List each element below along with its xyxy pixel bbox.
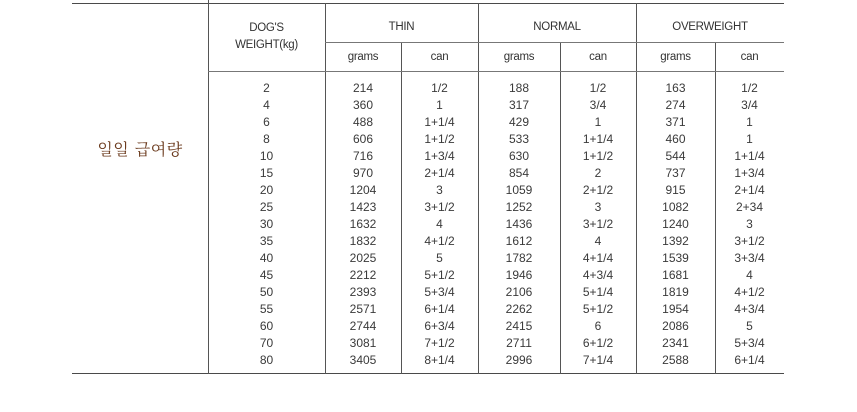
table-cell: 35 bbox=[259, 234, 274, 248]
table-cell: 50 bbox=[259, 285, 274, 299]
table-cell: 1954 bbox=[662, 302, 689, 316]
table-cell: 2393 bbox=[349, 285, 377, 299]
table-cell: 1423 bbox=[349, 200, 377, 214]
table-cell: 8 bbox=[263, 132, 270, 146]
table-cell: 3 bbox=[594, 200, 602, 214]
over-can-column bbox=[715, 80, 784, 369]
subheader-thin-grams: grams bbox=[347, 50, 379, 63]
table-cell: 20 bbox=[259, 183, 274, 197]
normal-grams-column bbox=[478, 80, 560, 369]
table-cell: 70 bbox=[259, 336, 274, 350]
table-cell: 1819 bbox=[662, 285, 689, 299]
table-cell: 1+3/4 bbox=[424, 149, 455, 163]
group-header-normal: NORMAL bbox=[533, 20, 581, 33]
table-cell: 1 bbox=[436, 98, 443, 112]
table-cell: 1612 bbox=[505, 234, 533, 248]
normal-can-column bbox=[560, 80, 636, 369]
table-top-rule bbox=[72, 3, 784, 4]
table-cell: 1/2 bbox=[589, 81, 607, 95]
table-cell: 1/2 bbox=[431, 81, 448, 95]
table-cell: 4+1/4 bbox=[582, 251, 614, 265]
table-cell: 1392 bbox=[662, 234, 689, 248]
table-cell: 854 bbox=[508, 166, 530, 180]
table-cell: 2996 bbox=[505, 353, 533, 367]
table-cell: 6+1/4 bbox=[424, 302, 455, 316]
table-cell: 2 bbox=[263, 81, 270, 95]
table-cell: 4+1/2 bbox=[734, 285, 765, 299]
table-cell: 30 bbox=[259, 217, 274, 231]
table-cell: 8+1/4 bbox=[424, 353, 455, 367]
table-cell: 1/2 bbox=[741, 81, 758, 95]
table-cell: 188 bbox=[508, 81, 530, 95]
table-cell: 2711 bbox=[506, 336, 532, 350]
table-cell: 1782 bbox=[505, 251, 533, 265]
thin-can-column bbox=[401, 80, 478, 369]
table-cell: 3405 bbox=[349, 353, 377, 367]
table-cell: 1632 bbox=[349, 217, 377, 231]
table-cell: 1681 bbox=[662, 268, 689, 282]
table-cell: 1+1/4 bbox=[582, 132, 614, 146]
table-cell: 1 bbox=[594, 115, 602, 129]
table-cell: 3+3/4 bbox=[734, 251, 765, 265]
over-grams-column bbox=[636, 80, 715, 369]
table-cell: 1832 bbox=[349, 234, 377, 248]
table-cell: 1+1/2 bbox=[424, 132, 455, 146]
table-cell: 25 bbox=[259, 200, 274, 214]
table-cell: 2341 bbox=[662, 336, 689, 350]
table-cell: 1 bbox=[746, 132, 753, 146]
group-header-overweight: OVERWEIGHT bbox=[672, 20, 748, 33]
table-cell: 5+1/2 bbox=[424, 268, 455, 282]
table-cell: 1946 bbox=[505, 268, 533, 282]
subheader-over-can: can bbox=[740, 50, 759, 63]
table-cell: 1+1/2 bbox=[582, 149, 614, 163]
table-cell: 45 bbox=[259, 268, 274, 282]
table-cell: 5+3/4 bbox=[424, 285, 455, 299]
table-cell: 1+1/4 bbox=[424, 115, 455, 129]
table-cell: 274 bbox=[665, 98, 686, 112]
table-cell: 1204 bbox=[349, 183, 377, 197]
table-cell: 3081 bbox=[349, 336, 377, 350]
table-cell: 3+1/2 bbox=[734, 234, 765, 248]
table-cell: 737 bbox=[665, 166, 686, 180]
table-cell: 1 bbox=[746, 115, 753, 129]
header-bottom-rule bbox=[208, 71, 784, 72]
table-cell: 60 bbox=[259, 319, 274, 333]
table-cell: 4+3/4 bbox=[734, 302, 765, 316]
table-cell: 55 bbox=[259, 302, 274, 316]
table-cell: 915 bbox=[665, 183, 686, 197]
table-cell: 630 bbox=[508, 149, 530, 163]
table-cell: 488 bbox=[352, 115, 374, 129]
table-cell: 460 bbox=[665, 132, 686, 146]
group-header-rule bbox=[325, 42, 784, 43]
table-cell: 2106 bbox=[505, 285, 533, 299]
table-cell: 429 bbox=[508, 115, 530, 129]
table-cell: 4+1/2 bbox=[424, 234, 455, 248]
weight-header-line1: DOG'S bbox=[249, 22, 284, 34]
table-cell: 15 bbox=[259, 166, 274, 180]
table-cell: 6+1/4 bbox=[734, 353, 765, 367]
table-cell: 970 bbox=[352, 166, 374, 180]
weight-header bbox=[208, 16, 325, 58]
subheader-normal-grams: grams bbox=[503, 50, 535, 63]
table-cell: 1240 bbox=[662, 217, 689, 231]
thin-grams-column bbox=[325, 80, 401, 369]
table-cell: 214 bbox=[352, 81, 374, 95]
table-cell: 1+1/4 bbox=[734, 149, 765, 163]
table-cell: 5+1/2 bbox=[582, 302, 614, 316]
table-cell: 4+3/4 bbox=[582, 268, 614, 282]
table-cell: 4 bbox=[436, 217, 443, 231]
table-cell: 1+3/4 bbox=[734, 166, 765, 180]
table-cell: 3/4 bbox=[741, 98, 758, 112]
table-cell: 2744 bbox=[349, 319, 377, 333]
table-cell: 10 bbox=[259, 149, 274, 163]
table-cell: 4 bbox=[746, 268, 753, 282]
table-cell: 3 bbox=[746, 217, 753, 231]
table-cell: 1436 bbox=[505, 217, 533, 231]
table-cell: 80 bbox=[259, 353, 274, 367]
table-cell: 360 bbox=[352, 98, 374, 112]
table-cell: 2571 bbox=[349, 302, 377, 316]
table-cell: 1059 bbox=[505, 183, 533, 197]
subheader-normal-can: can bbox=[589, 50, 607, 63]
section-label: 일일 급여량 bbox=[97, 139, 183, 159]
table-cell: 5+1/4 bbox=[582, 285, 614, 299]
table-cell: 716 bbox=[352, 149, 374, 163]
table-cell: 163 bbox=[665, 81, 686, 95]
table-cell: 2+1/4 bbox=[734, 183, 765, 197]
table-cell: 2588 bbox=[662, 353, 689, 367]
table-cell: 2086 bbox=[662, 319, 689, 333]
table-cell: 40 bbox=[259, 251, 274, 265]
table-cell: 2212 bbox=[349, 268, 377, 282]
table-cell: 1082 bbox=[662, 200, 689, 214]
table-cell: 2262 bbox=[505, 302, 533, 316]
table-cell: 6 bbox=[263, 115, 270, 129]
table-cell: 544 bbox=[665, 149, 686, 163]
table-cell: 371 bbox=[665, 115, 686, 129]
table-cell: 7+1/2 bbox=[424, 336, 455, 350]
subheader-over-grams: grams bbox=[660, 50, 691, 63]
table-cell: 1252 bbox=[505, 200, 533, 214]
table-cell: 2+34 bbox=[735, 200, 764, 214]
table-cell: 3+1/2 bbox=[582, 217, 614, 231]
table-cell: 5 bbox=[436, 251, 443, 265]
table-bottom-rule bbox=[72, 373, 784, 374]
subheader-thin-can: can bbox=[430, 50, 449, 63]
table-cell: 2+1/2 bbox=[582, 183, 614, 197]
group-header-thin: THIN bbox=[388, 20, 415, 33]
table-cell: 6+1/2 bbox=[582, 336, 614, 350]
table-cell: 4 bbox=[594, 234, 602, 248]
table-cell: 2415 bbox=[505, 319, 533, 333]
table-cell: 4 bbox=[263, 98, 270, 112]
table-cell: 533 bbox=[508, 132, 530, 146]
table-cell: 2 bbox=[594, 166, 602, 180]
table-cell: 7+1/4 bbox=[582, 353, 614, 367]
table-cell: 317 bbox=[508, 98, 530, 112]
table-cell: 6 bbox=[594, 319, 602, 333]
table-cell: 3 bbox=[436, 183, 443, 197]
table-cell: 2+1/4 bbox=[424, 166, 455, 180]
weight-column bbox=[208, 80, 325, 369]
table-cell: 2025 bbox=[349, 251, 377, 265]
table-cell: 606 bbox=[352, 132, 374, 146]
table-cell: 5+3/4 bbox=[734, 336, 765, 350]
table-cell: 3/4 bbox=[589, 98, 607, 112]
weight-header-line2: WEIGHT(kg) bbox=[235, 39, 298, 51]
table-cell: 5 bbox=[746, 319, 753, 333]
table-cell: 1539 bbox=[662, 251, 689, 265]
table-cell: 3+1/2 bbox=[424, 200, 455, 214]
table-cell: 6+3/4 bbox=[424, 319, 455, 333]
